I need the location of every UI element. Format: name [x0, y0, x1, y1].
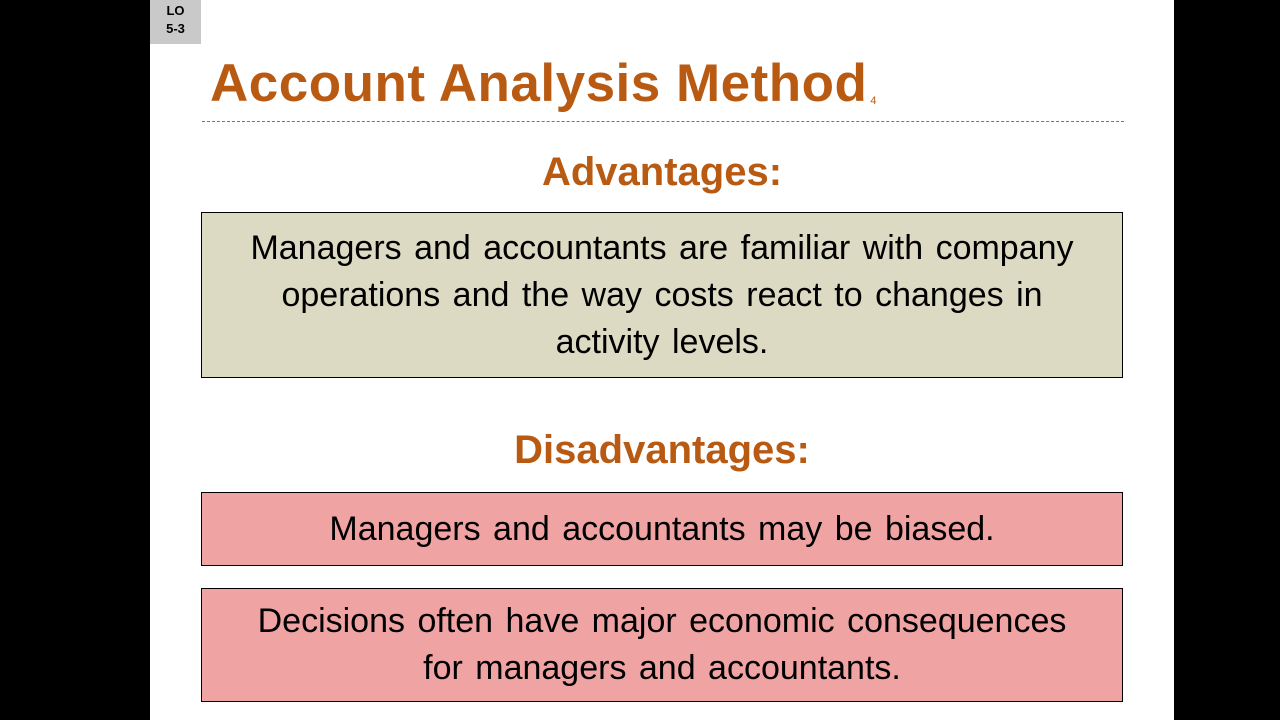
slide — [150, 0, 1174, 720]
disadvantage-box-1 — [201, 492, 1123, 566]
advantage-text: Managers and accountants are familiar with company operations and the way costs react to changes in activity levels. — [250, 228, 1074, 361]
title-divider — [202, 121, 1124, 122]
disadvantages-heading: Disadvantages: — [514, 428, 810, 472]
advantages-heading: Advantages: — [541, 150, 783, 194]
page-number: 4 — [870, 95, 877, 107]
advantage-box — [201, 212, 1123, 378]
disadvantage-text-2: Decisions often have major economic consequences for managers and accountants. — [257, 602, 1067, 687]
learning-objective-tag — [150, 0, 201, 44]
disadvantage-text-1: Managers and accountants may be biased. — [329, 509, 995, 548]
slide-title-text: Account Analysis Method — [210, 54, 868, 113]
lo-tag-line-2: 5-3 — [166, 21, 185, 36]
disadvantage-box-2 — [201, 588, 1123, 702]
lo-tag-line-1: LO — [166, 3, 185, 18]
